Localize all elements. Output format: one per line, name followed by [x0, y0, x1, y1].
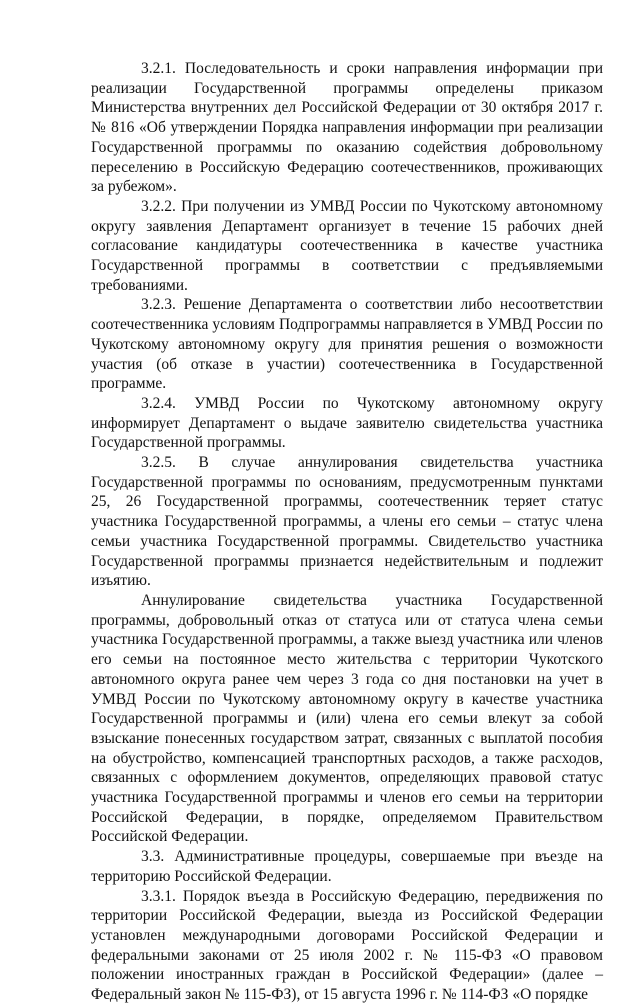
- document-page: [91, 59, 603, 1005]
- paragraph-3-2-3: 3.2.3. Решение Департамента о соответствии либо несоответствии соотечественника условиям Подпрограммы направляется в УМВД России по Чукотскому автономному округу для принятия решения о возможности участия (об отказе в участии) соотечественника в Государственной программе.: [91, 296, 603, 393]
- paragraph-3-2-1: 3.2.1. Последовательность и сроки направления информации при реализации Государственной программы определены приказом Министерства внутренних дел Российской Федерации от 30 октября 2017 г. № 816 «Об утверждении Порядка направления информации при реализации Государственной программы по оказанию содействия добровольному переселению в Российскую Федерацию соотечественников, проживающих за рубежом».: [91, 60, 603, 196]
- paragraph-annulment: Аннулирование свидетельства участника Государственной программы, добровольный отказ от статуса или от статуса члена семьи участника Государственной программы, а также выезд участника или членов его семьи на постоянное место жительства с территории Чукотского автономного округа ранее чем через 3 года со дня постановки на учет в УМВД России по Чукотскому автономному округу в качестве участника Государственной программы и (или) члена его семьи влекут за собой взыскание понесенных государством затрат, связанных с выплатой пособия на обустройство, компенсацией транспортных расходов, а также расходов, связанных с оформлением документов, определяющих правовой статус участника Государственной программы и членов его семьи на территории Российской Федерации, в порядке, определяемом Правительством Российской Федерации.: [91, 591, 603, 846]
- paragraph-3-3: 3.3. Административные процедуры, совершаемые при въезде на территорию Российской Федерации.: [91, 848, 603, 885]
- paragraph-3-2-2: 3.2.2. При получении из УМВД России по Чукотскому автономному округу заявления Департамент организует в течение 15 рабочих дней согласование кандидатуры соотечественника в качестве участника Государственной программы в соответствии с предъявляемыми требованиями.: [91, 197, 603, 294]
- paragraph-3-2-4: 3.2.4. УМВД России по Чукотскому автономному округу информирует Департамент о выдаче заявителю свидетельства участника Государственной программы.: [91, 394, 603, 452]
- paragraph-3-2-5: 3.2.5. В случае аннулирования свидетельства участника Государственной программы по основаниям, предусмотренным пунктами 25, 26 Государственной программы, соотечественник теряет статус участника Государственной программы, а члены его семьи – статус члена семьи участника Государственной программы. Свидетельство участника Государственной программы признается недействительным и подлежит изъятию.: [91, 454, 603, 590]
- paragraph-3-3-1: 3.3.1. Порядок въезда в Российскую Федерацию, передвижения по территории Российской Федерации, выезда из Российской Федерации установлен международными договорами Российской Федерации и федеральными законами от 25 июля 2002 г. № 115-ФЗ «О правовом положении иностранных граждан в Российской Федерации» (далее – Федеральный закон № 115-ФЗ), от 15 августа 1996 г. № 114-ФЗ «О порядке: [91, 887, 603, 1004]
